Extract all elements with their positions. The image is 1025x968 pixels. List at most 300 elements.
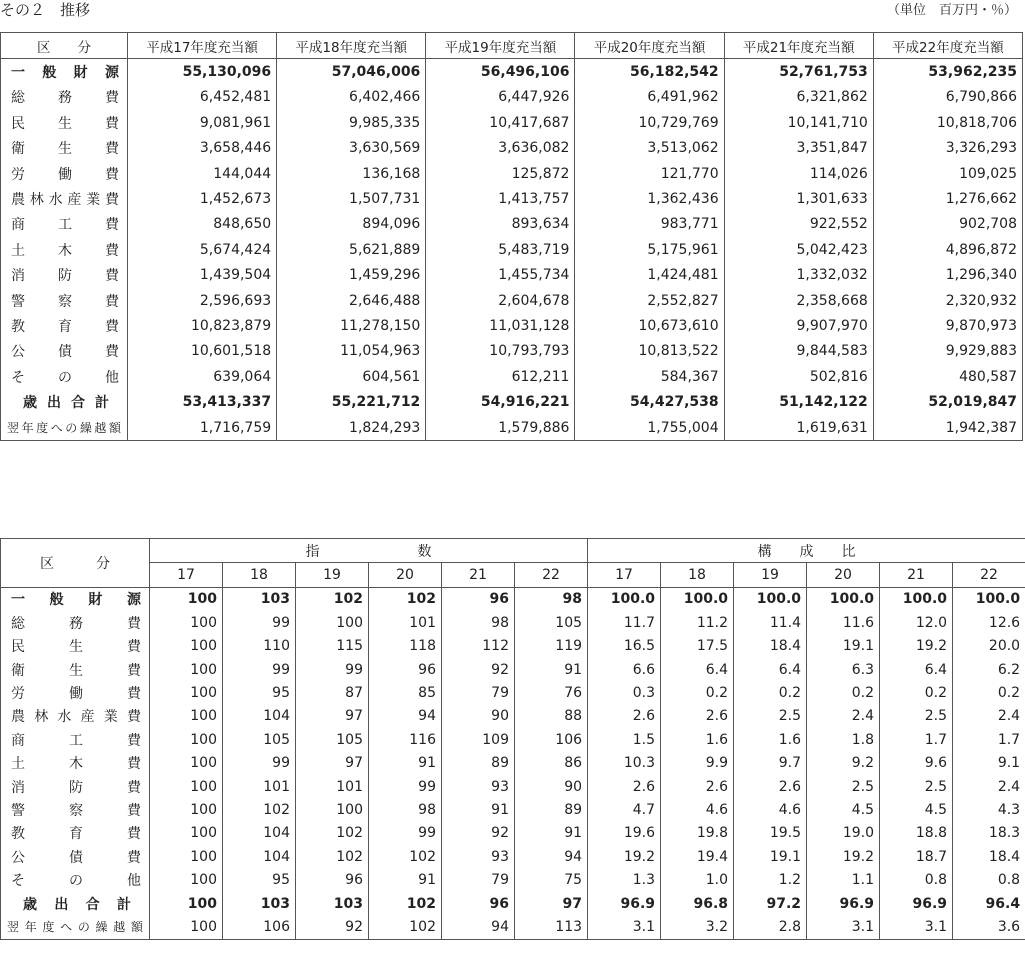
column-header: 平成18年度充当額: [277, 33, 426, 59]
ratio-cell: 18.4: [953, 845, 1025, 868]
index-cell: 90: [515, 775, 588, 798]
ratio-cell: 1.6: [734, 728, 807, 751]
ratio-cell: 2.8: [734, 915, 807, 939]
index-cell: 94: [515, 845, 588, 868]
amount-cell: 55,221,712: [277, 389, 426, 414]
index-cell: 115: [296, 635, 369, 658]
ratio-cell: 19.2: [880, 635, 953, 658]
row-label: 教育費: [1, 313, 128, 338]
amount-cell: 5,674,424: [128, 237, 277, 262]
ratio-cell: 3.1: [880, 915, 953, 939]
amount-cell: 1,332,032: [724, 263, 873, 288]
index-year-header: 19: [296, 563, 369, 587]
amount-cell: 1,296,340: [873, 263, 1022, 288]
amount-cell: 10,823,879: [128, 313, 277, 338]
ratio-cell: 4.3: [953, 798, 1025, 821]
table-row: [1, 136, 1023, 161]
amount-cell: 2,604,678: [426, 288, 575, 313]
index-cell: 92: [442, 822, 515, 845]
amount-cell: 604,561: [277, 364, 426, 389]
table-row: [1, 263, 1023, 288]
ratio-cell: 4.7: [588, 798, 661, 821]
table-row: [1, 635, 1025, 658]
table-row: [1, 85, 1023, 110]
amount-cell: 2,358,668: [724, 288, 873, 313]
table2-group-row: [1, 539, 1025, 563]
index-cell: 96: [369, 658, 442, 681]
row-label: 衛生費: [1, 658, 150, 681]
index-cell: 99: [223, 611, 296, 634]
amount-cell: 5,621,889: [277, 237, 426, 262]
ratio-cell: 2.5: [880, 775, 953, 798]
table-row: [1, 705, 1025, 728]
index-cell: 100: [150, 775, 223, 798]
amount-cell: 11,278,150: [277, 313, 426, 338]
amount-cell: 983,771: [575, 212, 724, 237]
ratio-cell: 4.6: [734, 798, 807, 821]
ratio-cell: 1.2: [734, 868, 807, 891]
ratio-cell: 96.8: [661, 892, 734, 915]
amount-cell: 10,417,687: [426, 110, 575, 135]
ratio-cell: 11.7: [588, 611, 661, 634]
amount-cell: 57,046,006: [277, 59, 426, 85]
ratio-year-header: 19: [734, 563, 807, 587]
amount-cell: 902,708: [873, 212, 1022, 237]
index-cell: 93: [442, 775, 515, 798]
table1-body: [1, 59, 1023, 441]
amount-cell: 3,658,446: [128, 136, 277, 161]
amount-cell: 9,081,961: [128, 110, 277, 135]
index-cell: 79: [442, 868, 515, 891]
row-label: 翌年度への繰越額: [1, 915, 150, 939]
index-cell: 100: [150, 728, 223, 751]
ratio-cell: 2.6: [588, 775, 661, 798]
amount-cell: 1,459,296: [277, 263, 426, 288]
amount-cell: 639,064: [128, 364, 277, 389]
index-cell: 99: [223, 752, 296, 775]
ratio-cell: 97.2: [734, 892, 807, 915]
row-label: 民生費: [1, 635, 150, 658]
ratio-cell: 18.3: [953, 822, 1025, 845]
index-cell: 102: [369, 915, 442, 939]
table-row: [1, 364, 1023, 389]
amount-cell: 1,413,757: [426, 186, 575, 211]
index-cell: 75: [515, 868, 588, 891]
index-cell: 90: [442, 705, 515, 728]
table-row: [1, 339, 1023, 364]
index-cell: 105: [515, 611, 588, 634]
amount-cell: 52,019,847: [873, 389, 1022, 414]
ratio-cell: 1.7: [880, 728, 953, 751]
ratio-cell: 0.2: [661, 681, 734, 704]
ratio-cell: 9.7: [734, 752, 807, 775]
index-cell: 105: [296, 728, 369, 751]
ratio-cell: 2.4: [807, 705, 880, 728]
table-row: [1, 798, 1025, 821]
ratio-cell: 16.5: [588, 635, 661, 658]
table-row: [1, 587, 1025, 611]
table-row: [1, 59, 1023, 85]
ratio-cell: 2.6: [661, 775, 734, 798]
table-row: [1, 681, 1025, 704]
index-cell: 100: [150, 587, 223, 611]
index-year-header: 20: [369, 563, 442, 587]
ratio-cell: 19.4: [661, 845, 734, 868]
ratio-cell: 2.6: [661, 705, 734, 728]
index-cell: 100: [296, 611, 369, 634]
ratio-cell: 18.7: [880, 845, 953, 868]
ratio-cell: 1.1: [807, 868, 880, 891]
row-label: 消防費: [1, 775, 150, 798]
column-header: 平成21年度充当額: [724, 33, 873, 59]
index-cell: 94: [369, 705, 442, 728]
ratio-year-header: 21: [880, 563, 953, 587]
index-cell: 101: [369, 611, 442, 634]
unit-note: （単位 百万円・％）: [886, 3, 1017, 18]
amount-cell: 1,716,759: [128, 415, 277, 441]
index-cell: 106: [515, 728, 588, 751]
row-label: 総務費: [1, 611, 150, 634]
ratio-cell: 19.2: [588, 845, 661, 868]
amount-cell: 1,424,481: [575, 263, 724, 288]
row-label: 労働費: [1, 681, 150, 704]
table2-year-row: [1, 563, 1025, 587]
amount-cell: 480,587: [873, 364, 1022, 389]
ratio-cell: 4.5: [880, 798, 953, 821]
amount-cell: 1,452,673: [128, 186, 277, 211]
index-cell: 91: [515, 822, 588, 845]
page-title: その２ 推移: [0, 1, 91, 19]
row-label: その他: [1, 868, 150, 891]
ratio-cell: 10.3: [588, 752, 661, 775]
index-group-header: 指 数: [150, 539, 588, 563]
ratio-cell: 1.8: [807, 728, 880, 751]
ratio-cell: 19.5: [734, 822, 807, 845]
table-row: [1, 110, 1023, 135]
index-cell: 100: [150, 868, 223, 891]
amount-cell: 54,916,221: [426, 389, 575, 414]
index-cell: 103: [223, 587, 296, 611]
amount-cell: 121,770: [575, 161, 724, 186]
row-label: 公債費: [1, 845, 150, 868]
ratio-cell: 9.6: [880, 752, 953, 775]
ratio-cell: 19.2: [807, 845, 880, 868]
index-cell: 102: [296, 845, 369, 868]
table-row: [1, 845, 1025, 868]
amount-cell: 4,896,872: [873, 237, 1022, 262]
index-cell: 92: [442, 658, 515, 681]
amount-cell: 10,729,769: [575, 110, 724, 135]
amount-cell: 1,824,293: [277, 415, 426, 441]
index-cell: 96: [442, 587, 515, 611]
row-label: 土木費: [1, 237, 128, 262]
ratio-cell: 6.4: [734, 658, 807, 681]
amount-cell: 53,962,235: [873, 59, 1022, 85]
index-cell: 98: [369, 798, 442, 821]
index-cell: 104: [223, 822, 296, 845]
ratio-cell: 0.2: [734, 681, 807, 704]
index-cell: 100: [150, 915, 223, 939]
table-row: [1, 415, 1023, 441]
row-label: 翌年度への繰越額: [1, 415, 128, 441]
index-cell: 100: [296, 798, 369, 821]
index-year-header: 18: [223, 563, 296, 587]
ratio-cell: 100.0: [880, 587, 953, 611]
table1-header-row: [1, 33, 1023, 59]
ratio-year-header: 17: [588, 563, 661, 587]
appropriation-amount-table: [0, 32, 1023, 441]
row-label: 民生費: [1, 110, 128, 135]
amount-cell: 3,513,062: [575, 136, 724, 161]
index-cell: 101: [223, 775, 296, 798]
table-row: [1, 868, 1025, 891]
index-cell: 100: [150, 798, 223, 821]
amount-cell: 54,427,538: [575, 389, 724, 414]
index-cell: 102: [369, 587, 442, 611]
index-cell: 112: [442, 635, 515, 658]
amount-cell: 53,413,337: [128, 389, 277, 414]
table-row: [1, 822, 1025, 845]
index-cell: 97: [515, 892, 588, 915]
ratio-cell: 1.5: [588, 728, 661, 751]
ratio-cell: 0.2: [807, 681, 880, 704]
table-row: [1, 892, 1025, 915]
column-header: 平成17年度充当額: [128, 33, 277, 59]
row-label: 教育費: [1, 822, 150, 845]
index-cell: 91: [515, 658, 588, 681]
amount-cell: 5,483,719: [426, 237, 575, 262]
amount-cell: 52,761,753: [724, 59, 873, 85]
ratio-cell: 6.6: [588, 658, 661, 681]
amount-cell: 10,601,518: [128, 339, 277, 364]
ratio-cell: 3.1: [588, 915, 661, 939]
amount-cell: 893,634: [426, 212, 575, 237]
index-cell: 103: [296, 892, 369, 915]
amount-cell: 922,552: [724, 212, 873, 237]
ratio-cell: 4.5: [807, 798, 880, 821]
ratio-cell: 4.6: [661, 798, 734, 821]
table-row: [1, 288, 1023, 313]
column-header: 平成19年度充当額: [426, 33, 575, 59]
index-cell: 100: [150, 635, 223, 658]
index-cell: 113: [515, 915, 588, 939]
ratio-cell: 100.0: [807, 587, 880, 611]
amount-cell: 10,141,710: [724, 110, 873, 135]
row-label: 警察費: [1, 288, 128, 313]
row-label: 消防費: [1, 263, 128, 288]
index-cell: 100: [150, 681, 223, 704]
amount-cell: 10,818,706: [873, 110, 1022, 135]
ratio-cell: 0.8: [880, 868, 953, 891]
amount-cell: 2,320,932: [873, 288, 1022, 313]
amount-cell: 3,326,293: [873, 136, 1022, 161]
kubun-header: 区 分: [1, 539, 150, 588]
ratio-cell: 17.5: [661, 635, 734, 658]
index-cell: 88: [515, 705, 588, 728]
row-label: 農林水産業費: [1, 705, 150, 728]
index-cell: 105: [223, 728, 296, 751]
ratio-cell: 11.2: [661, 611, 734, 634]
index-cell: 95: [223, 681, 296, 704]
ratio-cell: 2.4: [953, 775, 1025, 798]
amount-cell: 125,872: [426, 161, 575, 186]
row-label: 歳出合計: [1, 892, 150, 915]
amount-cell: 55,130,096: [128, 59, 277, 85]
ratio-cell: 9.9: [661, 752, 734, 775]
index-cell: 102: [296, 822, 369, 845]
column-header: 平成20年度充当額: [575, 33, 724, 59]
index-cell: 76: [515, 681, 588, 704]
amount-cell: 3,636,082: [426, 136, 575, 161]
index-cell: 97: [296, 705, 369, 728]
amount-cell: 1,579,886: [426, 415, 575, 441]
index-cell: 96: [442, 892, 515, 915]
index-cell: 98: [442, 611, 515, 634]
index-cell: 104: [223, 705, 296, 728]
index-cell: 100: [150, 705, 223, 728]
amount-cell: 848,650: [128, 212, 277, 237]
index-cell: 89: [442, 752, 515, 775]
ratio-cell: 18.8: [880, 822, 953, 845]
index-cell: 95: [223, 868, 296, 891]
index-cell: 102: [223, 798, 296, 821]
index-cell: 116: [369, 728, 442, 751]
index-cell: 100: [150, 611, 223, 634]
ratio-cell: 3.1: [807, 915, 880, 939]
ratio-cell: 19.6: [588, 822, 661, 845]
index-cell: 91: [369, 868, 442, 891]
index-cell: 91: [442, 798, 515, 821]
amount-cell: 1,301,633: [724, 186, 873, 211]
ratio-cell: 11.6: [807, 611, 880, 634]
row-label: 労働費: [1, 161, 128, 186]
ratio-cell: 20.0: [953, 635, 1025, 658]
amount-cell: 1,619,631: [724, 415, 873, 441]
ratio-cell: 3.2: [661, 915, 734, 939]
index-cell: 91: [369, 752, 442, 775]
index-cell: 110: [223, 635, 296, 658]
row-label: 農林水産業費: [1, 186, 128, 211]
ratio-cell: 96.9: [807, 892, 880, 915]
table-row: [1, 237, 1023, 262]
index-cell: 96: [296, 868, 369, 891]
table-row: [1, 611, 1025, 634]
ratio-cell: 2.5: [734, 705, 807, 728]
amount-cell: 56,182,542: [575, 59, 724, 85]
index-cell: 92: [296, 915, 369, 939]
row-label: 土木費: [1, 752, 150, 775]
amount-cell: 11,031,128: [426, 313, 575, 338]
index-cell: 102: [369, 845, 442, 868]
row-label: 歳出合計: [1, 389, 128, 414]
row-label: 一般財源: [1, 59, 128, 85]
ratio-cell: 19.1: [734, 845, 807, 868]
amount-cell: 1,276,662: [873, 186, 1022, 211]
ratio-year-header: 22: [953, 563, 1025, 587]
ratio-cell: 18.4: [734, 635, 807, 658]
ratio-cell: 6.4: [661, 658, 734, 681]
amount-cell: 3,630,569: [277, 136, 426, 161]
amount-cell: 6,790,866: [873, 85, 1022, 110]
amount-cell: 144,044: [128, 161, 277, 186]
ratio-cell: 2.4: [953, 705, 1025, 728]
amount-cell: 6,452,481: [128, 85, 277, 110]
table-row: [1, 186, 1023, 211]
ratio-cell: 100.0: [734, 587, 807, 611]
row-label: 一般財源: [1, 587, 150, 611]
index-cell: 119: [515, 635, 588, 658]
ratio-cell: 1.0: [661, 868, 734, 891]
index-cell: 99: [369, 822, 442, 845]
ratio-cell: 19.8: [661, 822, 734, 845]
index-cell: 94: [442, 915, 515, 939]
index-year-header: 22: [515, 563, 588, 587]
table-row: [1, 915, 1025, 939]
index-cell: 89: [515, 798, 588, 821]
ratio-cell: 100.0: [588, 587, 661, 611]
amount-cell: 6,321,862: [724, 85, 873, 110]
amount-cell: 11,054,963: [277, 339, 426, 364]
table-row: [1, 728, 1025, 751]
index-year-header: 17: [150, 563, 223, 587]
amount-cell: 9,870,973: [873, 313, 1022, 338]
index-cell: 102: [369, 892, 442, 915]
ratio-cell: 100.0: [661, 587, 734, 611]
ratio-cell: 96.9: [880, 892, 953, 915]
ratio-cell: 0.2: [953, 681, 1025, 704]
table-row: [1, 752, 1025, 775]
ratio-cell: 2.6: [734, 775, 807, 798]
ratio-cell: 0.2: [880, 681, 953, 704]
ratio-cell: 1.3: [588, 868, 661, 891]
amount-cell: 584,367: [575, 364, 724, 389]
ratio-cell: 1.7: [953, 728, 1025, 751]
amount-cell: 136,168: [277, 161, 426, 186]
amount-cell: 6,402,466: [277, 85, 426, 110]
row-label: 商工費: [1, 728, 150, 751]
table-row: [1, 212, 1023, 237]
amount-cell: 502,816: [724, 364, 873, 389]
amount-cell: 10,813,522: [575, 339, 724, 364]
table-row: [1, 389, 1023, 414]
index-ratio-table: [0, 538, 1025, 940]
ratio-cell: 0.8: [953, 868, 1025, 891]
ratio-cell: 6.2: [953, 658, 1025, 681]
index-cell: 85: [369, 681, 442, 704]
index-cell: 106: [223, 915, 296, 939]
index-cell: 102: [296, 587, 369, 611]
index-cell: 109: [442, 728, 515, 751]
ratio-cell: 9.1: [953, 752, 1025, 775]
index-cell: 97: [296, 752, 369, 775]
index-cell: 100: [150, 892, 223, 915]
index-cell: 86: [515, 752, 588, 775]
index-cell: 93: [442, 845, 515, 868]
amount-cell: 2,596,693: [128, 288, 277, 313]
index-cell: 103: [223, 892, 296, 915]
index-cell: 100: [150, 752, 223, 775]
index-cell: 100: [150, 658, 223, 681]
table-row: [1, 313, 1023, 338]
index-cell: 99: [369, 775, 442, 798]
row-label: 商工費: [1, 212, 128, 237]
ratio-cell: 100.0: [953, 587, 1025, 611]
row-label: その他: [1, 364, 128, 389]
ratio-group-header: 構 成 比: [588, 539, 1025, 563]
ratio-cell: 96.9: [588, 892, 661, 915]
index-cell: 99: [223, 658, 296, 681]
table2-body: [1, 587, 1025, 939]
